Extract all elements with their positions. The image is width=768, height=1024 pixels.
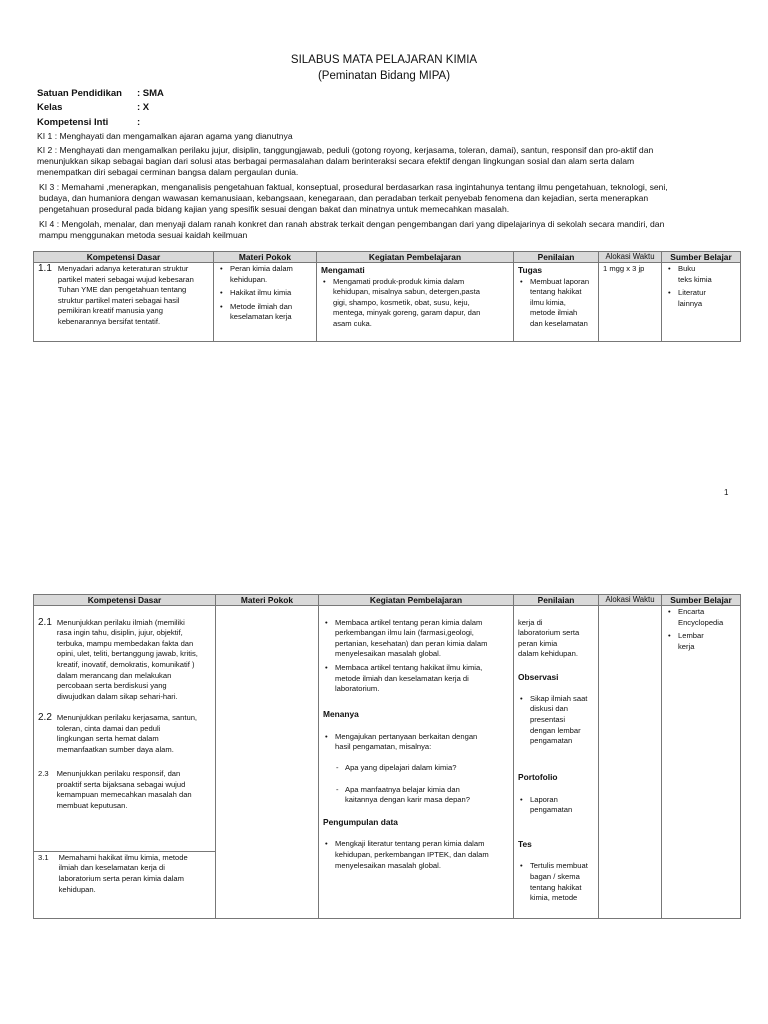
list-item: • Membaca artikel tentang hakikat ilmu kimia, metode ilmiah dan keselamatan kerja di laboratorium. bbox=[323, 663, 509, 695]
question-item: - Apa manfaatnya belajar kimia dan kaitannya dengan karir masa depan? bbox=[336, 784, 470, 805]
ki-text: : Mengolah, menalar, dan menyaji dalam ranah konkret dan ranah abstrak terkait dengan pengembangan dari yang dipelajarinya di sekolah secara mandiri, dan mampu menggunakan metoda sesuai kaidah keilmuan bbox=[39, 219, 665, 240]
section-heading: Portofolio bbox=[518, 772, 558, 783]
meta-value: : SMA bbox=[137, 88, 164, 99]
syllabus-table-page-2 bbox=[33, 594, 741, 919]
list-item: • Metode ilmiah dan keselamatan kerja bbox=[218, 302, 312, 323]
header-alokasi-waktu: Alokasi Waktu bbox=[599, 595, 662, 606]
list-item: • Peran kimia dalam kehidupan. bbox=[218, 264, 312, 285]
header-kompetensi-dasar: Kompetensi Dasar bbox=[34, 595, 216, 606]
header-kegiatan: Kegiatan Pembelajaran bbox=[319, 595, 514, 606]
kd-text: Menunjukkan perilaku responsif, dan proaktif serta bijaksana sebagai wujud kemampuan memecahkan masalah dan membuat keputusan. bbox=[56, 768, 192, 810]
question-text: Apa yang dipelajari dalam kimia? bbox=[345, 763, 457, 773]
meta-label: Kelas bbox=[37, 102, 63, 113]
list-item: • Mengamati produk-produk kimia dalam kehidupan, misalnya sabun, detergen,pasta gigi, shampo, kosmetik, obat, susu, keju, mentega, minyak goreng, garam dapur, dan asam cuka. bbox=[321, 277, 509, 330]
header-materi-pokok: Materi Pokok bbox=[216, 595, 319, 606]
meta-value: : bbox=[137, 117, 141, 128]
header-sumber-belajar: Sumber Belajar bbox=[662, 252, 741, 263]
kd-text: Menunjukkan perilaku ilmiah (memiliki rasa ingin tahu, disiplin, jujur, objektif, terbuka, mampu membedakan fakta dan opini, ulet, teliti, bertanggung jawab, kritis, kreatif, inovatif, demokratis, komunikatif ) dalam merancang dan melakukan percobaan serta berdiskusi yang diwujudkan dalam sikap sehari-hari. bbox=[56, 617, 198, 701]
list-item: • Literatur lainnya bbox=[666, 288, 736, 309]
header-alokasi-waktu: Alokasi Waktu bbox=[599, 252, 662, 263]
list-item: • Mengajukan pertanyaan berkaitan dengan hasil pengamatan, misalnya: bbox=[323, 732, 509, 753]
table-header-row bbox=[34, 595, 741, 606]
document-subtitle: (Peminatan Bidang MIPA) bbox=[317, 70, 451, 82]
page-number: 1 bbox=[724, 488, 729, 497]
syllabus-table-page-1 bbox=[33, 251, 741, 342]
ki-code: KI 3 bbox=[39, 182, 55, 192]
meta-value: : X bbox=[137, 102, 150, 113]
kd-number: 2.1 bbox=[38, 616, 52, 628]
question-text: Apa manfaatnya belajar kimia dan kaitannya dengan karir masa depan? bbox=[345, 784, 470, 805]
list-item: • Membuat laporan tentang hakikat ilmu kimia, metode ilmiah dan keselamatan bbox=[518, 277, 594, 330]
list-item: • Membaca artikel tentang peran kimia dalam perkembangan ilmu lain (farmasi,geologi, pertanian, kesehatan) dan peran kimia dalam menyelesaikan masalah global. bbox=[323, 618, 509, 660]
table-row bbox=[34, 263, 741, 342]
section-heading: Observasi bbox=[518, 671, 559, 682]
penilaian-continued: kerja di laboratorium serta peran kimia dalam kehidupan. bbox=[518, 617, 580, 659]
list-item: • Encarta Encyclopedia bbox=[666, 607, 736, 628]
table-row bbox=[34, 606, 741, 852]
document-title: SILABUS MATA PELAJARAN KIMIA bbox=[290, 54, 478, 66]
section-heading: Tugas bbox=[518, 265, 543, 275]
kd-number: 2.3 bbox=[38, 768, 49, 778]
header-sumber-belajar: Sumber Belajar bbox=[662, 595, 741, 606]
kd-number: 3.1 bbox=[38, 852, 49, 862]
header-kompetensi-dasar: Kompetensi Dasar bbox=[34, 252, 214, 263]
list-item: • Mengkaji literatur tentang peran kimia dalam kehidupan, perkembangan IPTEK, dan dalam menyelesaikan masalah global. bbox=[323, 839, 509, 871]
kd-number: 2.2 bbox=[38, 711, 52, 723]
ki-text: : Menghayati dan mengamalkan ajaran agama yang dianutnya bbox=[54, 131, 293, 141]
table-header-row bbox=[34, 252, 741, 263]
alokasi-value: 1 mgg x 3 jp bbox=[599, 263, 662, 342]
kd-text: Memahami hakikat ilmu kimia, metode ilmiah dan keselamatan kerja di laboratorium serta peran kimia dalam kehidupan. bbox=[58, 852, 188, 894]
section-heading: Tes bbox=[518, 839, 532, 850]
list-item: • Sikap ilmiah saat diskusi dan presentasi dengan lembar pengamatan bbox=[518, 694, 594, 747]
section-heading: Mengamati bbox=[321, 265, 365, 275]
ki-code: KI 2 bbox=[37, 145, 53, 155]
list-item: • Hakikat ilmu kimia bbox=[218, 288, 312, 299]
kd-number: 1.1 bbox=[38, 263, 52, 274]
header-penilaian: Penilaian bbox=[514, 252, 599, 263]
ki-code: KI 1 bbox=[37, 131, 53, 141]
list-item: • Laporan pengamatan bbox=[518, 795, 594, 816]
meta-label: Satuan Pendidikan bbox=[37, 88, 122, 99]
ki-code: KI 4 bbox=[39, 219, 55, 229]
section-heading: Pengumpulan data bbox=[323, 817, 398, 828]
ki-text: : Memahami ,menerapkan, menganalisis pengetahuan faktual, konseptual, prosedural berdasarkan rasa ingintahunya tentang ilmu pengetahuan, teknologi, seni, budaya, dan humaniora dengan wawasan kemanusiaan, kebangsaan, kenegaraan, dan peradaban terkait penyebab fenomena dan kejadian, serta menerapkan pengetahuan prosedural pada bidang kajian yang spesifik sesuai dengan bakat dan minatnya untuk memecahkan masalah. bbox=[39, 182, 668, 214]
kd-text: Menunjukkan perilaku kerjasama, santun, toleran, cinta damai dan peduli lingkungan serta hemat dalam memanfaatkan sumber daya alam. bbox=[56, 712, 198, 754]
header-kegiatan: Kegiatan Pembelajaran bbox=[317, 252, 514, 263]
list-item: • Buku teks kimia bbox=[666, 264, 736, 285]
header-materi-pokok: Materi Pokok bbox=[214, 252, 317, 263]
ki-text: : Menghayati dan mengamalkan perilaku jujur, disiplin, tanggungjawab, peduli (gotong royong, kerjasama, toleran, damai), santun, responsif dan pro-aktif dan menunjukkan sikap sebagai bagian dari solusi atas berbagai permasalahan dalam berinteraksi secara efektif dengan lingkungan sosial dan alam serta dalam menempatkan diri sebagai cerminan bangsa dalam pergaulan dunia. bbox=[37, 145, 654, 177]
section-heading: Menanya bbox=[323, 709, 359, 720]
header-penilaian: Penilaian bbox=[514, 595, 599, 606]
list-item: • Tertulis membuat bagan / skema tentang hakikat kimia, metode bbox=[518, 861, 594, 903]
question-item: - Apa yang dipelajari dalam kimia? bbox=[336, 763, 457, 773]
meta-label: Kompetensi Inti bbox=[37, 117, 109, 128]
kd-text: Menyadari adanya keteraturan struktur partikel materi sebagai wujud kebesaran Tuhan YME dan pengetahuan tentang struktur partikel materi sebagai hasil pemikiran kreatif manusia yang kebenarannya bersifat tentatif. bbox=[57, 264, 194, 326]
list-item: • Lembar kerja bbox=[666, 631, 736, 652]
